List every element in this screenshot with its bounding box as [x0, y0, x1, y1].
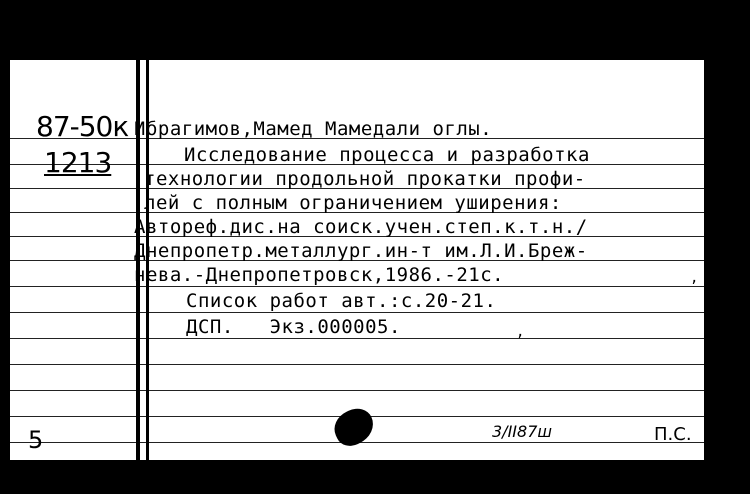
ruled-line	[10, 312, 704, 313]
stray-mark: ,	[516, 324, 525, 340]
copy-line: ДСП. Экз.000005.	[186, 316, 401, 338]
author-line: Ибрагимов,Мамед Мамедали оглы.	[134, 118, 493, 140]
publisher-line: Днепропетр.металлург.ин-т им.Л.И.Бреж-	[134, 240, 588, 262]
call-number: 87-50к	[36, 110, 129, 143]
ruled-line	[10, 286, 704, 287]
title-line: Исследование процесса и разработка	[184, 144, 590, 166]
description-line: Автореф.дис.на соиск.учен.степ.к.т.н./	[134, 216, 588, 238]
ruled-line	[10, 364, 704, 365]
title-line: технологии продольной прокатки профи-	[144, 168, 586, 190]
bibliography-line: Список работ авт.:с.20-21.	[186, 290, 497, 312]
initials: П.С.	[654, 424, 692, 445]
publication-line: нева.-Днепропетровск,1986.-21с.	[134, 264, 505, 286]
margin-number: 5	[28, 426, 43, 454]
stray-mark: ,	[690, 270, 699, 286]
handwritten-note: 3/ІІ87ш	[492, 422, 553, 441]
title-line: лей с полным ограничением уширения:	[144, 192, 562, 214]
ink-blot	[329, 403, 380, 451]
ruled-line	[10, 390, 704, 391]
catalog-card	[10, 60, 704, 460]
ruled-line	[10, 338, 704, 339]
inventory-number: 1213	[44, 146, 112, 179]
